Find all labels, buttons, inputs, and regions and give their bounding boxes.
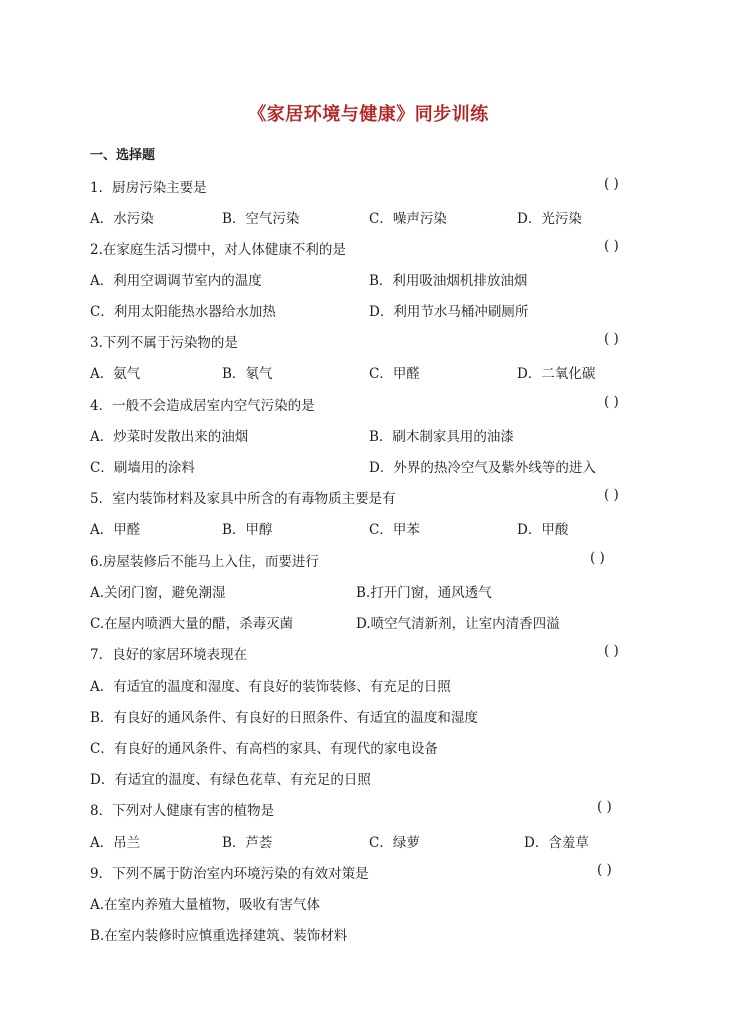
q4-option-c: C．刷墙用的涂料 [90,460,195,476]
q2-option-d: D．利用节水马桶冲刷厕所 [369,304,529,320]
q3-option-a: A．氨气 [90,366,141,382]
q1-option-c: C．噪声污染 [369,211,447,227]
question-5: 5．室内装饰材料及家具中所含的有毒物质主要是有 [90,491,396,507]
q6-option-d: D.喷空气清新剂，让室内清香四溢 [356,616,560,632]
q4-option-d: D．外界的热冷空气及紫外线等的进入 [369,460,596,476]
q1-option-d: D．光污染 [517,211,582,227]
answer-blank-4: ( ) [604,394,619,410]
q1-option-a: A．水污染 [90,211,154,227]
q3-option-b: B．氡气 [222,366,273,382]
q8-option-c: C．绿萝 [369,835,420,851]
answer-blank-5: ( ) [604,487,619,503]
answer-blank-9: ( ) [597,862,612,878]
q6-option-b: B.打开门窗，通风透气 [356,585,492,601]
q2-option-a: A．利用空调调节室内的温度 [90,273,262,289]
section-heading: 一、选择题 [90,148,156,163]
q8-option-a: A．吊兰 [90,835,141,851]
q1-option-b: B．空气污染 [222,211,300,227]
q6-option-a: A.关闭门窗，避免潮湿 [90,585,226,601]
question-3: 3.下列不属于污染物的是 [90,335,238,351]
question-4: 4．一般不会造成居室内空气污染的是 [90,398,315,414]
question-2: 2.在家庭生活习惯中，对人体健康不利的是 [90,242,346,258]
q5-option-c: C．甲苯 [369,522,420,538]
q7-option-a: A．有适宜的温度和湿度、有良好的装饰装修、有充足的日照 [90,679,451,695]
answer-blank-1: ( ) [604,176,619,192]
q5-option-b: B．甲醇 [222,522,273,538]
q6-option-c: C.在屋内喷洒大量的醋，杀毒灭菌 [90,616,294,632]
q7-option-c: C．有良好的通风条件、有高档的家具、有现代的家电设备 [90,741,438,757]
question-6: 6.房屋装修后不能马上入住，而要进行 [90,554,319,570]
q3-option-c: C．甲醛 [369,366,420,382]
answer-blank-7: ( ) [604,643,619,659]
q4-option-a: A．炒菜时发散出来的油烟 [90,429,249,445]
question-7: 7．良好的家居环境表现在 [90,647,248,663]
q3-option-d: D．二氧化碳 [517,366,596,382]
answer-blank-3: ( ) [604,331,619,347]
page-title: 《家居环境与健康》同步训练 [248,104,489,125]
q7-option-d: D．有适宜的温度、有绿色花草、有充足的日照 [90,772,371,788]
answer-blank-2: ( ) [604,238,619,254]
q5-option-d: D．甲酸 [517,522,569,538]
q4-option-b: B．刷木制家具用的油漆 [369,429,514,445]
q8-option-b: B．芦荟 [222,835,273,851]
q7-option-b: B．有良好的通风条件、有良好的日照条件、有适宜的温度和湿度 [90,710,478,726]
q2-option-c: C．利用太阳能热水器给水加热 [90,304,276,320]
answer-blank-8: ( ) [597,799,612,815]
q9-option-b: B.在室内装修时应慎重选择建筑、装饰材料 [90,928,348,944]
q8-option-d: D．含羞草 [524,835,589,851]
question-8: 8．下列对人健康有害的植物是 [90,803,275,819]
q9-option-a: A.在室内养殖大量植物，吸收有害气体 [90,897,321,913]
q2-option-b: B．利用吸油烟机排放油烟 [369,273,528,289]
question-9: 9．下列不属于防治室内环境污染的有效对策是 [90,866,369,882]
question-1: 1．厨房污染主要是 [90,180,207,196]
q5-option-a: A．甲醛 [90,522,141,538]
answer-blank-6: ( ) [590,550,605,566]
